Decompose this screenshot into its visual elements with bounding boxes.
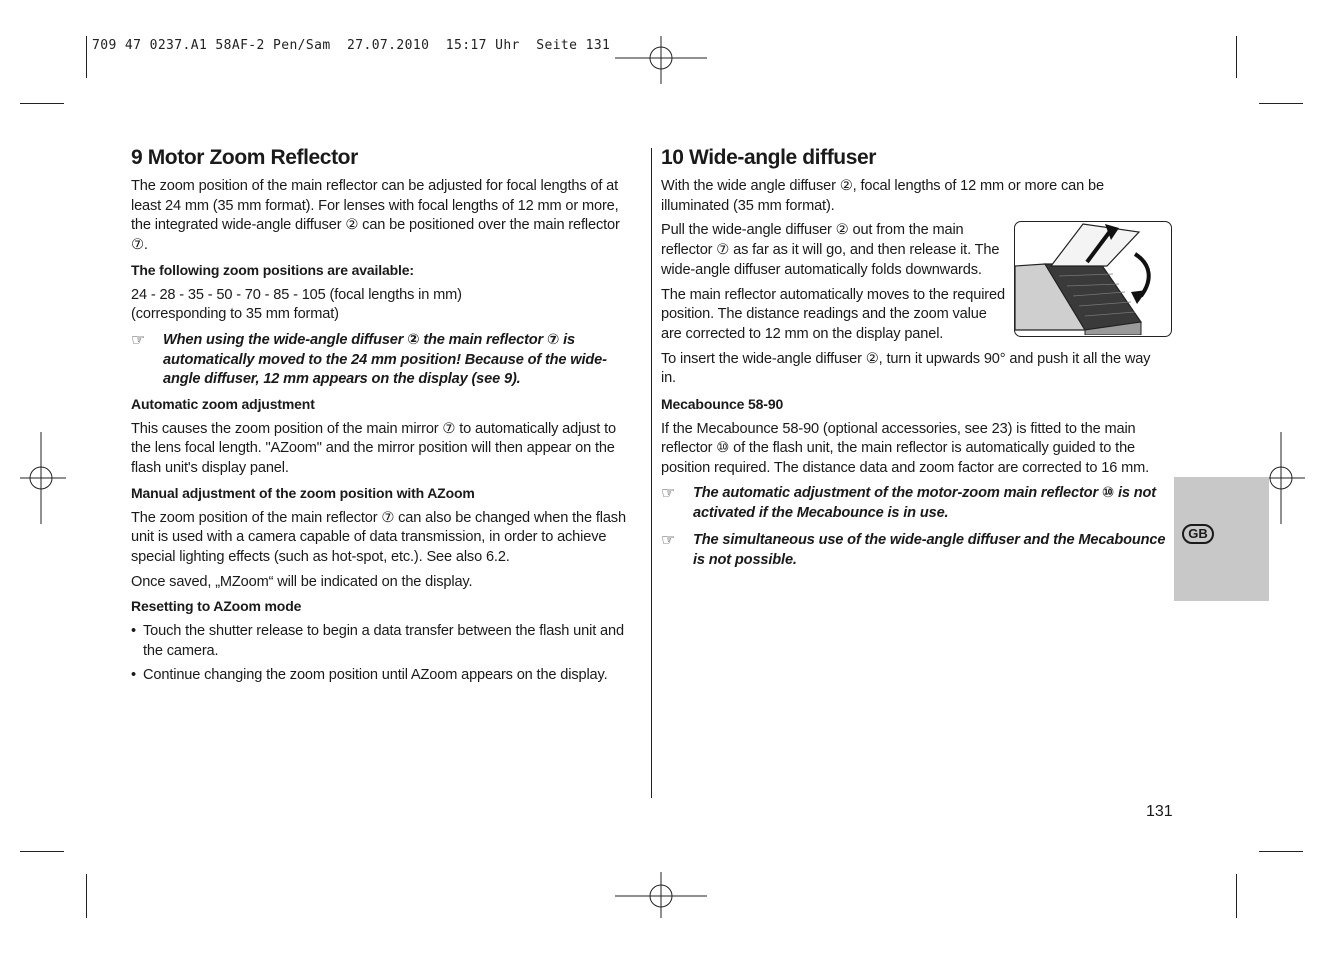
crop-mark <box>1236 874 1237 918</box>
subheading: Manual adjustment of the zoom position with AZoom <box>131 484 475 501</box>
paragraph: The zoom position of the main reflector can be adjusted for focal lengths of at least 24 mm (35 mm format). For lenses with focal lengths of 12 mm or more, the integrated wide-angle diffuser ② can be positioned over the main reflector ⑦. <box>131 178 620 254</box>
paragraph: With the wide angle diffuser ②, focal lengths of 12 mm or more can be illuminated (35 mm format). <box>661 178 1104 214</box>
list-item-text: Continue changing the zoom position until AZoom appears on the display. <box>143 667 608 684</box>
registration-mark-left <box>20 432 66 524</box>
print-slug: 709 47 0237.A1 58AF-2 Pen/Sam 27.07.2010 15:17 Uhr Seite 131 <box>92 38 611 53</box>
crop-mark <box>1236 36 1237 78</box>
column-divider <box>651 148 652 798</box>
subheading: The following zoom positions are available: <box>131 261 414 278</box>
paragraph: If the Mecabounce 58-90 (optional accessories, see 23) is fitted to the main reflector ⑩ of the flash unit, the main reflector is automatically guided to the position required. The distance data and zoom factor are corrected to 16 mm. <box>661 420 1150 477</box>
subheading: Automatic zoom adjustment <box>131 396 315 413</box>
paragraph: The main reflector automatically moves to the required position. The distance readings and the zoom value are corrected to 12 mm on the display panel. <box>661 286 1005 342</box>
paragraph: The zoom position of the main reflector ⑦ can also be changed when the flash unit is used with a camera capable of data transmission, in order to achieve special lighting effects (such as hot-spot, etc.). See also 6.2. <box>131 509 626 565</box>
crop-mark <box>20 851 64 852</box>
paragraph: To insert the wide-angle diffuser ②, turn it upwards 90° and push it all the way in. <box>661 350 1151 387</box>
note-text: The automatic adjustment of the motor-zoom main reflector ⑩ is not activated if the Mecabounce is in use. <box>693 484 1157 521</box>
crop-mark <box>86 874 87 918</box>
crop-mark <box>86 36 87 78</box>
language-badge: GB <box>1182 524 1214 544</box>
zoom-positions: 24 - 28 - 35 - 50 - 70 - 85 - 105 (focal lengths in mm) <box>131 286 462 303</box>
note <box>661 484 1168 523</box>
section-title: 9 Motor Zoom Reflector <box>131 146 358 169</box>
note-text: When using the wide-angle diffuser ② the main reflector ⑦ is automatically moved to the 24 mm position! Because of the wide-angle diffuser, 12 mm appears on the display (see 9). <box>163 331 607 388</box>
section-wide-angle-diffuser <box>661 145 1168 576</box>
list-item <box>131 666 636 686</box>
registration-mark-bottom <box>615 872 707 918</box>
paragraph: Once saved, „MZoom“ will be indicated on the display. <box>131 573 473 590</box>
list-item-text: Touch the shutter release to begin a data transfer between the flash unit and the camera. <box>143 623 624 659</box>
note <box>661 531 1168 570</box>
subheading: Mecabounce 58-90 <box>661 396 784 413</box>
paragraph: This causes the zoom position of the main mirror ⑦ to automatically adjust to the lens focal length. "AZoom" and the mirror position will then appear on the flash unit's display panel. <box>131 420 616 477</box>
bullet-icon: • <box>131 623 136 640</box>
zoom-positions-note: (corresponding to 35 mm format) <box>131 306 339 323</box>
pointing-hand-icon: ☞ <box>131 331 146 349</box>
crop-mark <box>20 103 64 104</box>
diffuser-illustration <box>1014 221 1172 337</box>
paragraph: Pull the wide-angle diffuser ② out from the main reflector ⑦ as far as it will go, and then release it. The wide-angle diffuser automatically folds downwards. <box>661 222 1000 278</box>
pointing-hand-icon: ☞ <box>661 484 676 502</box>
subheading: Resetting to AZoom mode <box>131 598 302 615</box>
page-number: 131 <box>1146 803 1173 820</box>
section-motor-zoom-reflector <box>131 145 636 691</box>
paragraph <box>131 286 636 325</box>
registration-mark-top <box>615 36 707 84</box>
list-item <box>131 622 636 661</box>
bullet-icon: • <box>131 667 136 684</box>
language-tab <box>1174 477 1269 601</box>
section-title: 10 Wide-angle diffuser <box>661 146 877 169</box>
crop-mark <box>1259 851 1303 852</box>
flash-head-diffuser-icon <box>1015 222 1170 335</box>
note-text: The simultaneous use of the wide-angle diffuser and the Mecabounce is not possible. <box>693 532 1166 568</box>
pointing-hand-icon: ☞ <box>661 532 676 550</box>
crop-mark <box>1259 103 1303 104</box>
note <box>131 331 636 390</box>
